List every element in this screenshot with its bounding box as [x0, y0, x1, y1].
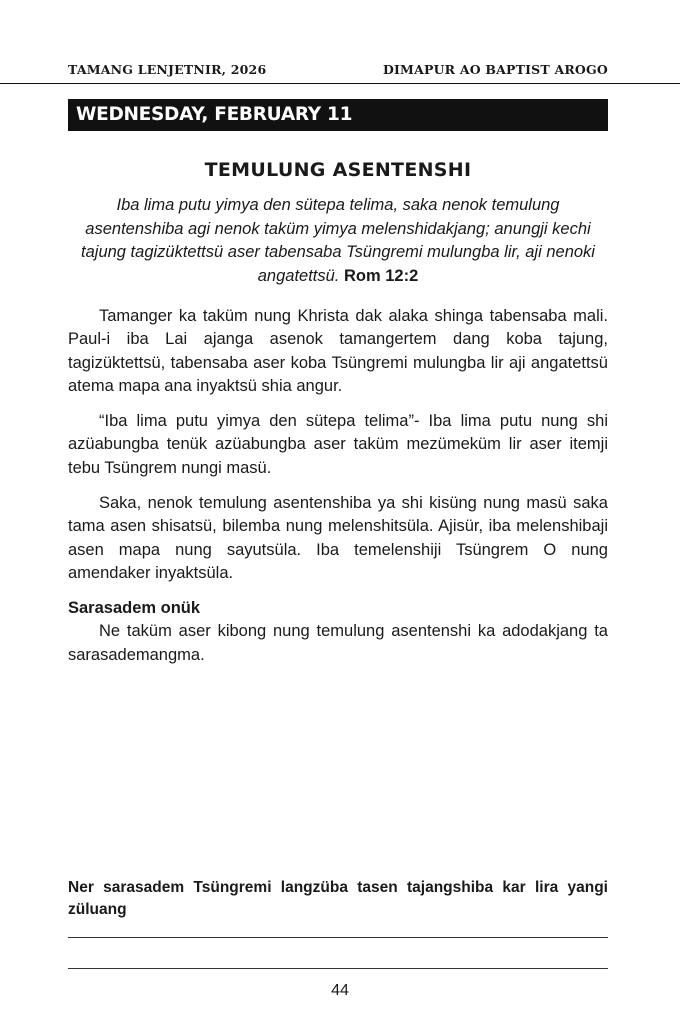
running-header — [68, 62, 608, 77]
devotional-body — [68, 305, 608, 667]
writing-line[interactable] — [68, 968, 608, 969]
body-paragraph: Tamanger ka taküm nung Khrista dak alaka shinga tabensaba mali. Paul-i iba Lai ajanga asenok tamangertem dang koba tajung, tagizüktettsü, tabensaba aser koba Tsüngremi mulungba lir aji angatettsü atema mapa ana inyaktsü shia angur. — [68, 307, 608, 395]
scripture-verse — [72, 194, 604, 288]
body-paragraph: “Iba lima putu yimya den sütepa telima”- Iba lima putu nung shi azüabungba tenük azüabungba aser taküm mezümeküm lir aser itemji tebu Tsüngrem nungi masü. — [68, 412, 608, 477]
reflection-text: Ne taküm aser kibong nung temulung asentenshi ka adodakjang ta sarasademangma. — [68, 622, 608, 664]
date-banner: WEDNESDAY, FEBRUARY 11 — [68, 99, 608, 131]
prayer-prompt: Ner sarasadem Tsüngremi langzüba tasen tajangshiba kar lira yangi züluang — [68, 879, 608, 918]
writing-line[interactable] — [68, 937, 608, 938]
verse-text: Iba lima putu yimya den sütepa telima, saka nenok temulung asentenshiba agi nenok taküm yimya melenshidakjang; anungji kechi tajung tagizüktettsü aser tabensaba Tsüngremi mulungba lir, aji nenoki angatettsü. — [81, 196, 595, 285]
reflection-heading: Sarasadem onük — [68, 599, 201, 618]
header-publisher: DIMAPUR AO BAPTIST AROGO — [382, 62, 608, 77]
body-paragraph: Saka, nenok temulung asentenshiba ya shi kisüng nung masü saka tama asen shisatsü, bilemba nung melenshitsüla. Ajisür, iba melenshibaji asen mapa nung sayutsüla. Iba temelenshiji Tsüngrem O nung amendaker inyaktsüla. — [68, 494, 608, 582]
page-title: TEMULUNG ASENTENSHI — [204, 159, 472, 181]
verse-reference: Rom 12:2 — [343, 266, 419, 285]
header-divider — [0, 83, 680, 84]
header-book-title: TAMANG LENJETNIR, 2026 — [68, 62, 267, 77]
page-number: 44 — [331, 982, 349, 999]
